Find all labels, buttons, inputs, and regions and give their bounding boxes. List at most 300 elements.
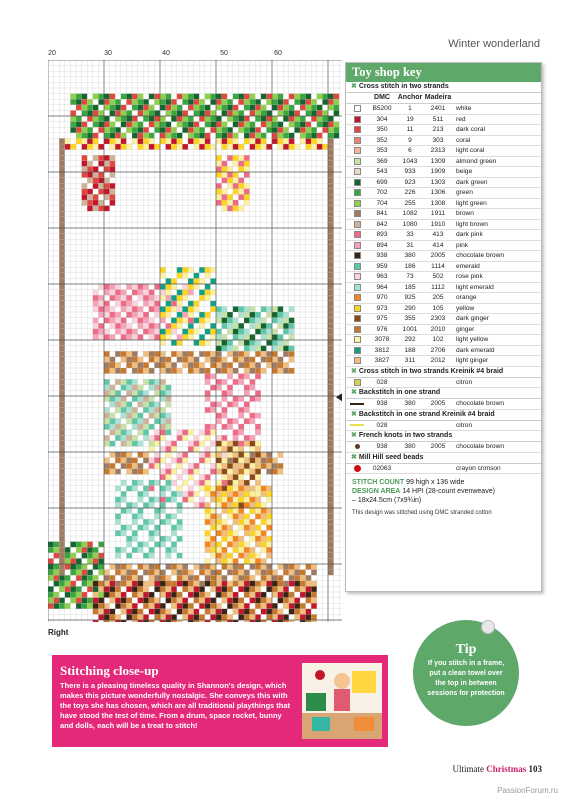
stitch-cell: [166, 122, 172, 128]
stitch-cell: [177, 581, 183, 587]
stitch-cell: [65, 138, 71, 144]
stitch-cell: [250, 144, 256, 150]
stitch-cell: [244, 379, 250, 385]
stitch-cell: [250, 491, 256, 497]
stitch-cell: [328, 474, 334, 480]
stitch-cell: [98, 99, 104, 105]
stitch-cell: [110, 402, 116, 408]
stitch-cell: [121, 508, 127, 514]
stitch-cell: [233, 189, 239, 195]
stitch-cell: [238, 586, 244, 592]
stitch-cell: [188, 430, 194, 436]
stitch-count: 99 high x 136 wide: [406, 479, 465, 486]
stitch-cell: [216, 390, 222, 396]
stitch-cell: [132, 530, 138, 536]
stitch-cell: [194, 334, 200, 340]
stitch-cell: [104, 362, 110, 368]
stitch-cell: [143, 430, 149, 436]
stitch-cell: [210, 547, 216, 553]
stitch-cell: [104, 458, 110, 464]
thread-row: [346, 188, 541, 199]
stitch-cell: [328, 530, 334, 536]
stitch-cell: [98, 183, 104, 189]
stitch-cell: [182, 362, 188, 368]
stitch-cell: [283, 340, 289, 346]
thread-dmc: 350: [376, 126, 388, 133]
stitch-cell: [210, 413, 216, 419]
stitch-cell: [104, 463, 110, 469]
stitch-cell: [70, 586, 76, 592]
stitch-cell: [227, 346, 233, 352]
stitch-cell: [171, 458, 177, 464]
stitch-cell: [132, 127, 138, 133]
stitch-cell: [59, 435, 65, 441]
stitch-cell: [188, 94, 194, 100]
stitch-cell: [126, 542, 132, 548]
stitch-cell: [82, 194, 88, 200]
thread-madeira: 102: [432, 336, 444, 343]
stitch-cell: [132, 575, 138, 581]
stitch-cell: [289, 110, 295, 116]
stitch-cell: [283, 318, 289, 324]
stitch-cell: [182, 290, 188, 296]
stitch-cell: [115, 138, 121, 144]
stitch-cell: [182, 94, 188, 100]
stitch-cell: [272, 329, 278, 335]
stitch-cell: [166, 110, 172, 116]
stitch-cell: [160, 290, 166, 296]
stitch-cell: [182, 441, 188, 447]
stitch-cell: [160, 603, 166, 609]
stitch-cell: [328, 234, 334, 240]
stitch-cell: [65, 547, 71, 553]
stitch-cell: [149, 491, 155, 497]
stitch-cell: [160, 407, 166, 413]
stitch-cell: [210, 357, 216, 363]
stitch-cell: [238, 374, 244, 380]
stitch-cell: [93, 334, 99, 340]
stitch-cell: [166, 581, 172, 587]
stitch-cell: [182, 312, 188, 318]
stitch-cell: [160, 133, 166, 139]
stitch-cell: [182, 435, 188, 441]
stitch-cell: [278, 334, 284, 340]
stitch-cell: [216, 435, 222, 441]
stitch-cell: [294, 94, 300, 100]
stitch-cell: [121, 502, 127, 508]
stitch-cell: [328, 441, 334, 447]
stitch-cell: [177, 536, 183, 542]
stitch-cell: [238, 155, 244, 161]
thread-swatch-icon: [354, 347, 361, 354]
stitch-cell: [244, 94, 250, 100]
stitch-cell: [199, 368, 205, 374]
stitch-cell: [132, 491, 138, 497]
thread-anchor: 923: [404, 178, 416, 186]
stitch-cell: [244, 133, 250, 139]
stitch-cell: [149, 525, 155, 531]
stitch-cell: [87, 598, 93, 604]
stitch-cell: [149, 430, 155, 436]
stitch-cell: [115, 542, 121, 548]
stitch-cell: [194, 614, 200, 620]
stitch-cell: [121, 334, 127, 340]
stitch-cell: [255, 323, 261, 329]
stitch-cell: [311, 127, 317, 133]
stitch-cell: [182, 351, 188, 357]
stitch-cell: [188, 486, 194, 492]
stitch-cell: [199, 486, 205, 492]
stitch-cell: [166, 446, 172, 452]
stitch-cell: [216, 189, 222, 195]
stitch-cell: [121, 603, 127, 609]
stitch-cell: [93, 301, 99, 307]
stitch-cell: [244, 452, 250, 458]
stitch-cell: [93, 138, 99, 144]
stitch-cell: [278, 609, 284, 615]
stitch-cell: [98, 586, 104, 592]
stitch-cell: [166, 463, 172, 469]
stitch-cell: [160, 609, 166, 615]
stitch-cell: [188, 458, 194, 464]
stitch-cell: [244, 491, 250, 497]
stitch-cell: [216, 553, 222, 559]
cross-stitch-chart: [48, 60, 342, 622]
bead-row: 02063 crayon crimson: [346, 464, 541, 475]
stitch-cell: [59, 586, 65, 592]
stitch-cell: [166, 295, 172, 301]
stitch-cell: [199, 138, 205, 144]
stitch-cell: [278, 598, 284, 604]
stitch-cell: [59, 491, 65, 497]
stitch-cell: [59, 458, 65, 464]
stitch-cell: [182, 295, 188, 301]
stitch-cell: [48, 542, 54, 548]
stitch-cell: [160, 396, 166, 402]
stitch-cell: [160, 362, 166, 368]
stitch-cell: [138, 306, 144, 312]
stitch-cell: [154, 323, 160, 329]
stitch-cell: [188, 581, 194, 587]
thread-anchor: 1001: [402, 325, 418, 333]
stitch-cell: [59, 542, 65, 548]
stitch-cell: [154, 575, 160, 581]
stitch-cell: [98, 110, 104, 116]
stitch-cell: [205, 284, 211, 290]
stitch-cell: [238, 525, 244, 531]
stitch-cell: [121, 519, 127, 525]
stitch-cell: [238, 385, 244, 391]
stitch-cell: [166, 592, 172, 598]
stitch-cell: [138, 469, 144, 475]
stitch-cell: [328, 407, 334, 413]
stitch-cell: [87, 575, 93, 581]
column-number: 40: [162, 50, 170, 57]
stitch-cell: [171, 452, 177, 458]
stitch-cell: [283, 598, 289, 604]
stitch-cell: [311, 603, 317, 609]
stitch-cell: [328, 514, 334, 520]
stitch-cell: [93, 105, 99, 111]
stitch-cell: [205, 396, 211, 402]
stitch-cell: [244, 614, 250, 620]
stitch-cell: [255, 346, 261, 352]
stitch-cell: [222, 592, 228, 598]
stitch-cell: [104, 390, 110, 396]
stitch-cell: [166, 133, 172, 139]
stitch-cell: [182, 334, 188, 340]
stitch-cell: [194, 127, 200, 133]
stitch-cell: [216, 402, 222, 408]
stitch-cell: [222, 424, 228, 430]
stitch-cell: [210, 603, 216, 609]
stitch-cell: [166, 441, 172, 447]
stitch-cell: [93, 581, 99, 587]
stitch-cell: [149, 379, 155, 385]
stitch-cell: [233, 441, 239, 447]
stitch-cell: [272, 346, 278, 352]
stitch-cell: [188, 603, 194, 609]
stitch-cell: [154, 94, 160, 100]
stitch-cell: [166, 435, 172, 441]
stitch-cell: [244, 200, 250, 206]
stitch-cell: [194, 480, 200, 486]
stitch-cell: [238, 127, 244, 133]
stitch-cell: [328, 256, 334, 262]
stitch-cell: [250, 390, 256, 396]
stitch-cell: [132, 547, 138, 553]
stitch-cell: [250, 323, 256, 329]
stitch-cell: [199, 497, 205, 503]
stitch-cell: [121, 536, 127, 542]
stitch-cell: [143, 290, 149, 296]
stitch-cell: [149, 536, 155, 542]
stitch-cell: [244, 586, 250, 592]
stitch-cell: [126, 144, 132, 150]
thread-row: [346, 241, 541, 252]
stitch-cell: [154, 390, 160, 396]
stitch-cell: [110, 194, 116, 200]
stitch-cell: [250, 110, 256, 116]
stitch-cell: [143, 116, 149, 122]
stitch-cell: [255, 133, 261, 139]
stitch-cell: [171, 614, 177, 620]
stitch-cell: [188, 609, 194, 615]
stitch-cell: [222, 346, 228, 352]
stitch-cell: [121, 575, 127, 581]
stitch-cell: [110, 575, 116, 581]
stitch-cell: [154, 458, 160, 464]
cross-icon: ✖: [351, 367, 357, 375]
thread-anchor: 31: [406, 241, 414, 249]
stitch-cell: [233, 570, 239, 576]
stitch-cell: [278, 362, 284, 368]
stitch-cell: [143, 564, 149, 570]
stitch-cell: [82, 144, 88, 150]
stitch-cell: [194, 357, 200, 363]
stitch-cell: [177, 430, 183, 436]
stitch-cell: [188, 340, 194, 346]
stitch-cell: [143, 502, 149, 508]
stitch-cell: [328, 424, 334, 430]
stitch-cell: [328, 508, 334, 514]
stitch-cell: [177, 564, 183, 570]
stitch-cell: [216, 133, 222, 139]
stitch-cell: [104, 306, 110, 312]
thread-swatch-icon: [354, 273, 361, 280]
stitch-cell: [261, 351, 267, 357]
stitch-cell: [177, 592, 183, 598]
stitch-cell: [250, 340, 256, 346]
stitch-cell: [194, 340, 200, 346]
stitch-cell: [244, 155, 250, 161]
stitch-cell: [317, 138, 323, 144]
stitch-cell: [149, 402, 155, 408]
thread-dmc: 842: [376, 220, 388, 228]
stitch-cell: [177, 463, 183, 469]
stitch-cell: [177, 267, 183, 273]
stitch-cell: [188, 614, 194, 620]
stitch-cell: [227, 491, 233, 497]
stitch-cell: [93, 183, 99, 189]
stitch-cell: [233, 105, 239, 111]
stitch-cell: [328, 172, 334, 178]
stitch-cell: [244, 486, 250, 492]
stitch-cell: [222, 614, 228, 620]
stitch-cell: [283, 323, 289, 329]
stitch-cell: [143, 598, 149, 604]
stitch-cell: [216, 542, 222, 548]
stitch-cell: [205, 323, 211, 329]
stitch-cell: [160, 458, 166, 464]
stitch-cell: [110, 390, 116, 396]
stitch-cell: [289, 581, 295, 587]
stitch-cell: [205, 508, 211, 514]
stitch-cell: [300, 94, 306, 100]
stitch-cell: [59, 172, 65, 178]
stitch-cell: [199, 278, 205, 284]
stitch-cell: [154, 312, 160, 318]
stitch-cell: [177, 609, 183, 615]
stitch-cell: [166, 138, 172, 144]
stitch-cell: [82, 189, 88, 195]
stitch-cell: [98, 323, 104, 329]
thread-madeira: 2010: [430, 325, 446, 333]
stitch-cell: [306, 133, 312, 139]
stitch-cell: [177, 525, 183, 531]
stitch-cell: [98, 295, 104, 301]
stitch-cell: [143, 138, 149, 144]
stitch-cell: [205, 530, 211, 536]
stitch-cell: [166, 519, 172, 525]
stitch-cell: [306, 99, 312, 105]
stitch-cell: [154, 301, 160, 307]
stitch-cell: [121, 351, 127, 357]
stitch-cell: [289, 105, 295, 111]
stitch-cell: [244, 603, 250, 609]
stitch-cell: [283, 586, 289, 592]
stitch-cell: [154, 402, 160, 408]
stitch-cell: [205, 547, 211, 553]
stitch-cell: [104, 368, 110, 374]
stitch-cell: [222, 144, 228, 150]
stitch-cell: [149, 94, 155, 100]
stitch-cell: [261, 122, 267, 128]
stitch-cell: [110, 172, 116, 178]
thread-madeira: 2706: [430, 346, 446, 354]
stitch-cell: [272, 105, 278, 111]
thread-dmc: 893: [376, 231, 388, 238]
stitch-cell: [171, 133, 177, 139]
stitch-cell: [121, 122, 127, 128]
stitch-cell: [194, 94, 200, 100]
stitch-cell: [138, 390, 144, 396]
stitch-cell: [227, 603, 233, 609]
stitch-cell: [205, 514, 211, 520]
stitch-cell: [160, 273, 166, 279]
stitch-cell: [115, 418, 121, 424]
stitch-cell: [143, 402, 149, 408]
stitch-cell: [54, 603, 60, 609]
stitch-cell: [227, 390, 233, 396]
kreinik-cross-row: 028 citron: [346, 378, 541, 389]
stitch-cell: [266, 547, 272, 553]
stitch-cell: [59, 469, 65, 475]
stitch-cell: [138, 323, 144, 329]
stitch-cell: [171, 581, 177, 587]
stitch-cell: [188, 273, 194, 279]
stitch-cell: [160, 278, 166, 284]
stitch-cell: [194, 441, 200, 447]
stitch-cell: [328, 273, 334, 279]
stitch-cell: [227, 362, 233, 368]
stitch-cell: [272, 458, 278, 464]
stitch-cell: [227, 312, 233, 318]
stitch-cell: [199, 284, 205, 290]
stitch-cell: [233, 402, 239, 408]
stitch-cell: [328, 497, 334, 503]
stitch-cell: [205, 458, 211, 464]
stitch-cell: [216, 379, 222, 385]
stitch-cell: [177, 273, 183, 279]
stitch-cell: [110, 368, 116, 374]
thread-anchor: 226: [404, 189, 416, 196]
stitch-cell: [199, 334, 205, 340]
stitch-cell: [160, 340, 166, 346]
stitch-cell: [93, 575, 99, 581]
stitch-cell: [166, 536, 172, 542]
stitch-cell: [166, 99, 172, 105]
stitch-cell: [110, 469, 116, 475]
thread-row: [346, 146, 541, 157]
stitch-cell: [87, 206, 93, 212]
stitch-cell: [115, 116, 121, 122]
stitch-cell: [59, 452, 65, 458]
stitch-cell: [132, 486, 138, 492]
stitch-cell: [154, 491, 160, 497]
stitch-cell: [177, 290, 183, 296]
stitch-cell: [216, 614, 222, 620]
stitch-cell: [154, 497, 160, 503]
stitch-cell: [59, 273, 65, 279]
stitch-cell: [255, 340, 261, 346]
stitch-cell: [132, 592, 138, 598]
stitch-cell: [266, 99, 272, 105]
stitch-cell: [227, 581, 233, 587]
stitch-cell: [261, 144, 267, 150]
thread-anchor: 6: [408, 147, 412, 154]
stitch-cell: [182, 480, 188, 486]
